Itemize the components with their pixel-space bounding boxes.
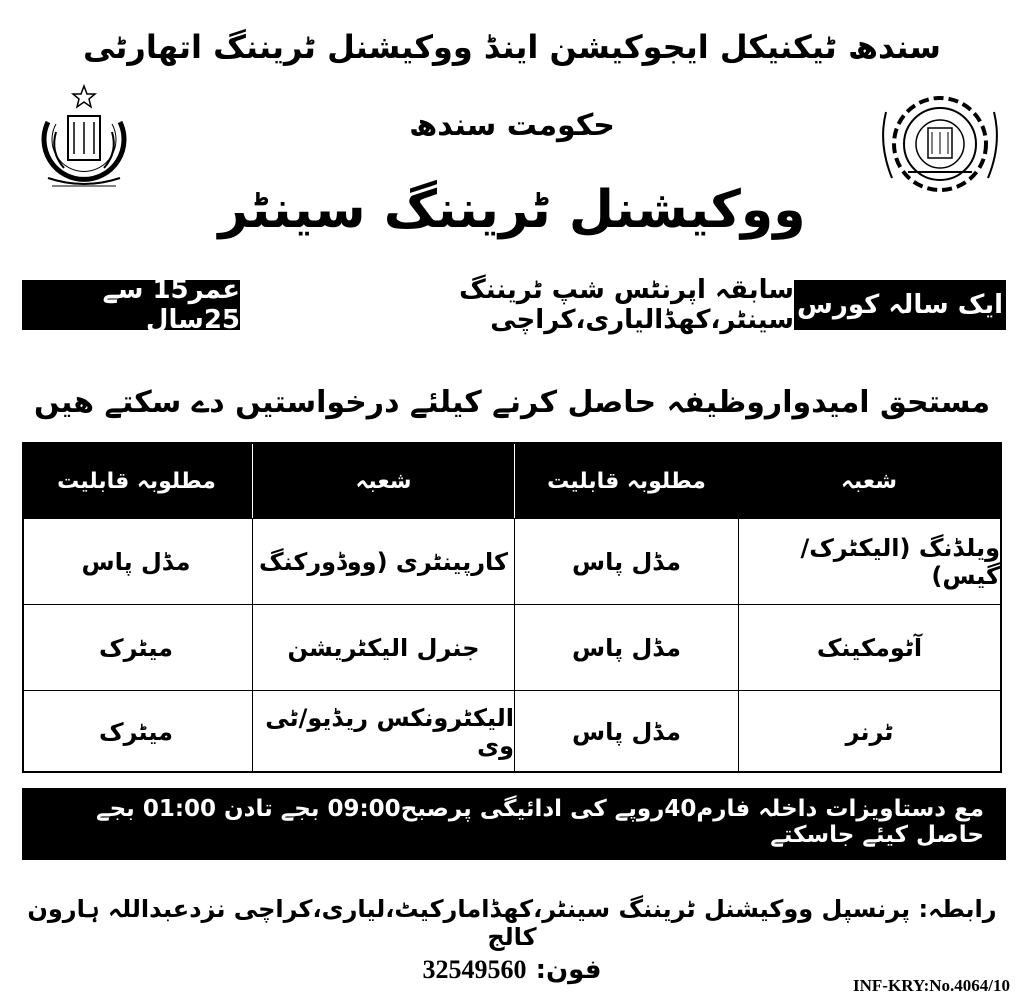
course-duration: ایک سالہ کورس (794, 280, 1006, 330)
table-cell: ٹرنر (738, 691, 1000, 773)
age-limit: عمر15 سے 25سال (22, 280, 240, 330)
government-title: حکومت سندھ (409, 108, 615, 143)
table-cell: میٹرک (99, 633, 173, 662)
table-cell: مڈل پاس (514, 519, 738, 604)
contact-address: رابطہ: پرنسپل ووکیشنل ٹریننگ سینٹر،کھڈامارکیٹ،لیاری،کراچی نزدعبداللہ ہارون کالج (27, 895, 997, 951)
table-cell: میٹرک (99, 718, 173, 746)
notice-line-1: مع دستاویزات داخلہ فارم40روپے کی ادائیگی پرصبح09:00 بجے تادن 01:00 بجے حاصل کیئے جاسکتے (96, 796, 984, 848)
table-row (24, 604, 1000, 690)
info-bar-spacer (240, 280, 392, 330)
header-trade-2: شعبہ (252, 444, 514, 518)
authority-title: سندھ ٹیکنیکل ایجوکیشن اینڈ ووکیشنل ٹریننگ اتھارٹی (83, 28, 941, 66)
phone-label: فون: (535, 955, 602, 985)
notice-line-2: ہیں (44, 850, 88, 876)
header-trade-1: شعبہ (841, 468, 897, 494)
admission-notice (22, 788, 1006, 876)
info-bar (22, 275, 1006, 335)
table-cell: ویلڈنگ (الیکٹرک/ گیس) (738, 519, 1000, 604)
header-qualification-2: مطلوبہ قابلیت (20, 444, 252, 518)
table-cell: جنرل الیکٹریشن (252, 605, 514, 690)
table-cell: الیکٹرونکس ریڈیو/ٹی وی (252, 691, 514, 773)
table-row (24, 690, 1000, 773)
header-qualification-1: مطلوبہ قابلیت (514, 444, 738, 518)
eligibility-statement: مستحق امیدواروظیفہ حاصل کرنے کیلئے درخواستیں دے سکتے ھیں (33, 385, 991, 420)
center-location: سابقہ اپرنٹس شپ ٹریننگ سینٹر،کھڈالیاری،کراچی (392, 280, 794, 330)
table-cell: مڈل پاس (514, 605, 738, 690)
phone-number: 32549560 (422, 955, 527, 984)
table-cell: کارپینٹری (ووڈورکنگ (252, 519, 514, 604)
table-cell: آٹومکینک (738, 605, 1000, 690)
courses-table (22, 442, 1002, 773)
table-cell: مڈل پاس (514, 691, 738, 773)
center-title: ووکیشنل ٹریننگ سینٹر (218, 180, 806, 240)
table-header-row (24, 444, 1000, 518)
reference-code: INF-KRY:No.4064/10 (853, 976, 1010, 995)
table-cell: مڈل پاس (81, 547, 191, 576)
table-row (24, 518, 1000, 604)
